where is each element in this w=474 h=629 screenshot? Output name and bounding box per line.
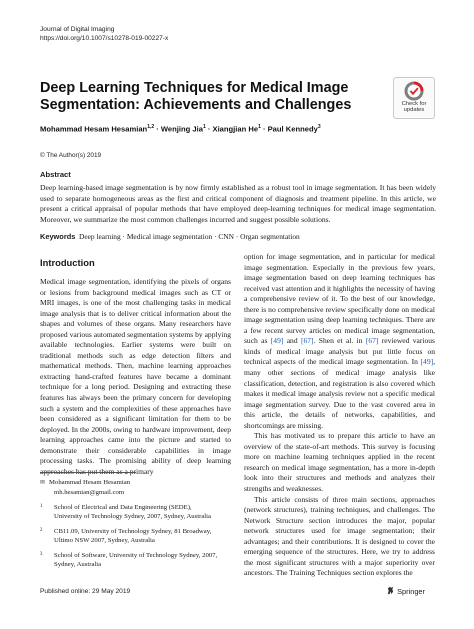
abstract-text: Deep learning-based image segmentation is by now firmly established as a robust tool in image segmentation. It has been widely used to separate homogeneous areas as the first and critical component of diagnosis and treatment pipeline. In this article, we present a critical appraisal of popular methods that have employed deep-learning techniques for medical image segmentation. Moreover, we summarize the most common challenges incurred and suggest possible solutions. (40, 183, 436, 224)
journal-name: Journal of Digital Imaging (40, 26, 115, 33)
check-for-updates-badge[interactable] (393, 77, 435, 119)
author-sup: 1,2 (147, 124, 155, 130)
author-sup: 1 (258, 124, 261, 130)
paper-title: Deep Learning Techniques for Medical Image Segmentation: Achievements and Challenges (40, 80, 352, 113)
affiliation-1 (40, 503, 220, 521)
para-text: reviewed various kinds of medical image analysis but put little focus on technical aspects of the medical image segmentation. In (244, 336, 435, 367)
intro-paragraph-1: Medical image segmentation, identifying the pixels of organs or lesions from background medical images such as CT or MRI images, is one of the most challenging tasks in medical image analysis that is to deliver critical information about the shapes and volumes of these organs. Many researchers have proposed various automated segmentation systems by applying available technologies. Earlier systems were built on traditional methods such as edge detection filters and mathematical methods. Then, machine learning approaches extracting hand-crafted features have became a dominant technique for a long period. Designing and extracting these features has always been the primary concern for developing such a system and the complexities of these approaches have been considered as a significant limitation for them to be deployed. In the 2000s, owing to hardware improvement, deep learning approaches came into the picture and started to demonstrate their considerable capabilities in image processing tasks. The promising ability of deep learning approaches has put them as a primary (40, 277, 231, 476)
author-name[interactable]: Xiangjian He (212, 124, 259, 134)
intro-paragraph-2 (244, 252, 435, 431)
citation-link[interactable]: [67] (300, 336, 314, 346)
author-name[interactable]: Paul Kennedy (267, 124, 318, 134)
para-text: and (283, 336, 301, 346)
publisher-logo (386, 586, 425, 596)
contact-name: Mohammad Hesam Hesamian (49, 479, 131, 486)
author-sup: 1 (202, 124, 206, 130)
publisher-name: Springer (397, 587, 425, 596)
para-text: , many other sections of medical image analysis like classification, detection, and registration is also covered which makes it medical image analysis review not a specific medical image segmentation survey. Due to the vast covered area in this article, the details of networks, capabilities, and shortcomings are missing. (244, 357, 435, 430)
affiliation-text: School of Software, University of Technology Sydney, 2007, Sydney, Australia (54, 552, 218, 568)
affiliation-2 (40, 527, 220, 545)
contact-block (40, 478, 130, 497)
badge-line2: updates (403, 107, 425, 114)
author-sup: 3 (317, 124, 321, 130)
citation-link[interactable]: [49] (420, 357, 434, 367)
journal-doi[interactable]: https://doi.org/10.1007/s10278-019-00227-x (40, 35, 169, 42)
citation-link[interactable]: [67] (365, 336, 379, 346)
author-name[interactable]: Wenjing Jia (160, 124, 203, 134)
author-sep: · (260, 124, 268, 134)
intro-paragraph-4: This article consists of three main sections, approaches (network structures), training techniques, and challenges. The Network Structure section introduces the major, popular network structures used for image segmentation; their advantages; and their contributions. It is designed to cover the emerging sequence of the structures. Here, we try to address the most significant structures with a major superiority over ancestors. The Training Techniques section explores the (244, 494, 435, 578)
author-sep: · (205, 124, 213, 134)
springer-horse-icon (386, 586, 395, 595)
copyright-notice: © The Author(s) 2019 (40, 152, 102, 159)
right-column (244, 252, 435, 579)
citation-link[interactable]: [49] (270, 336, 284, 346)
keywords-text: Deep learning · Medical image segmentation · CNN · Organ segmentation (79, 232, 300, 241)
keywords-label: Keywords (40, 232, 76, 241)
author-sep: · (154, 124, 161, 134)
abstract-heading: Abstract (40, 170, 71, 179)
affiliation-number: 3 (40, 552, 43, 557)
affiliation-text: School of Electrical and Data Engineering (SEDE), University of Technology Sydney, 2007, Sydney, Australia (54, 504, 211, 520)
affiliation-number: 2 (40, 528, 43, 533)
para-text: option for image segmentation, and in particular for medical image segmentation. Especially in the previous few years, image segmentation based on deep learning techniques has received vast attention and it highlights the necessity of having a comprehensive review of it. To the best of our knowledge, there is no comprehensive review specifically done on medical image segmentation using deep learning techniques. There are a few recent survey articles on medical image segmentation, such as (244, 252, 435, 346)
affiliation-number: 1 (40, 504, 43, 509)
contact-email[interactable]: mh.hesamian@gmail.com (54, 489, 125, 496)
footnote-divider (40, 472, 136, 473)
keywords (40, 232, 436, 241)
author-name[interactable]: Mohammad Hesam Hesamian (40, 124, 148, 134)
affiliation-text: CB11.09, University of Technology Sydney, 81 Broadway, Ultimo NSW 2007, Sydney, Australia (54, 528, 212, 544)
check-for-updates-icon (404, 81, 424, 101)
published-date: Published online: 29 May 2019 (40, 588, 131, 595)
introduction-heading: Introduction (40, 257, 95, 268)
para-text: . Shen et al. in (313, 336, 366, 346)
intro-paragraph-3: This has motivated us to prepare this article to have an overview of the state-of-art methods. This survey is focusing more on machine learning techniques applied in the recent research on medical image segmentation, has a more in-depth look into their structures and methods and analyzes their strengths and weaknesses. (244, 431, 435, 494)
affiliation-3 (40, 551, 220, 569)
badge-line1: Check for (401, 101, 427, 107)
author-list (40, 124, 321, 134)
journal-header (40, 25, 168, 43)
envelope-icon: ✉ (40, 480, 46, 486)
left-column (40, 277, 231, 477)
